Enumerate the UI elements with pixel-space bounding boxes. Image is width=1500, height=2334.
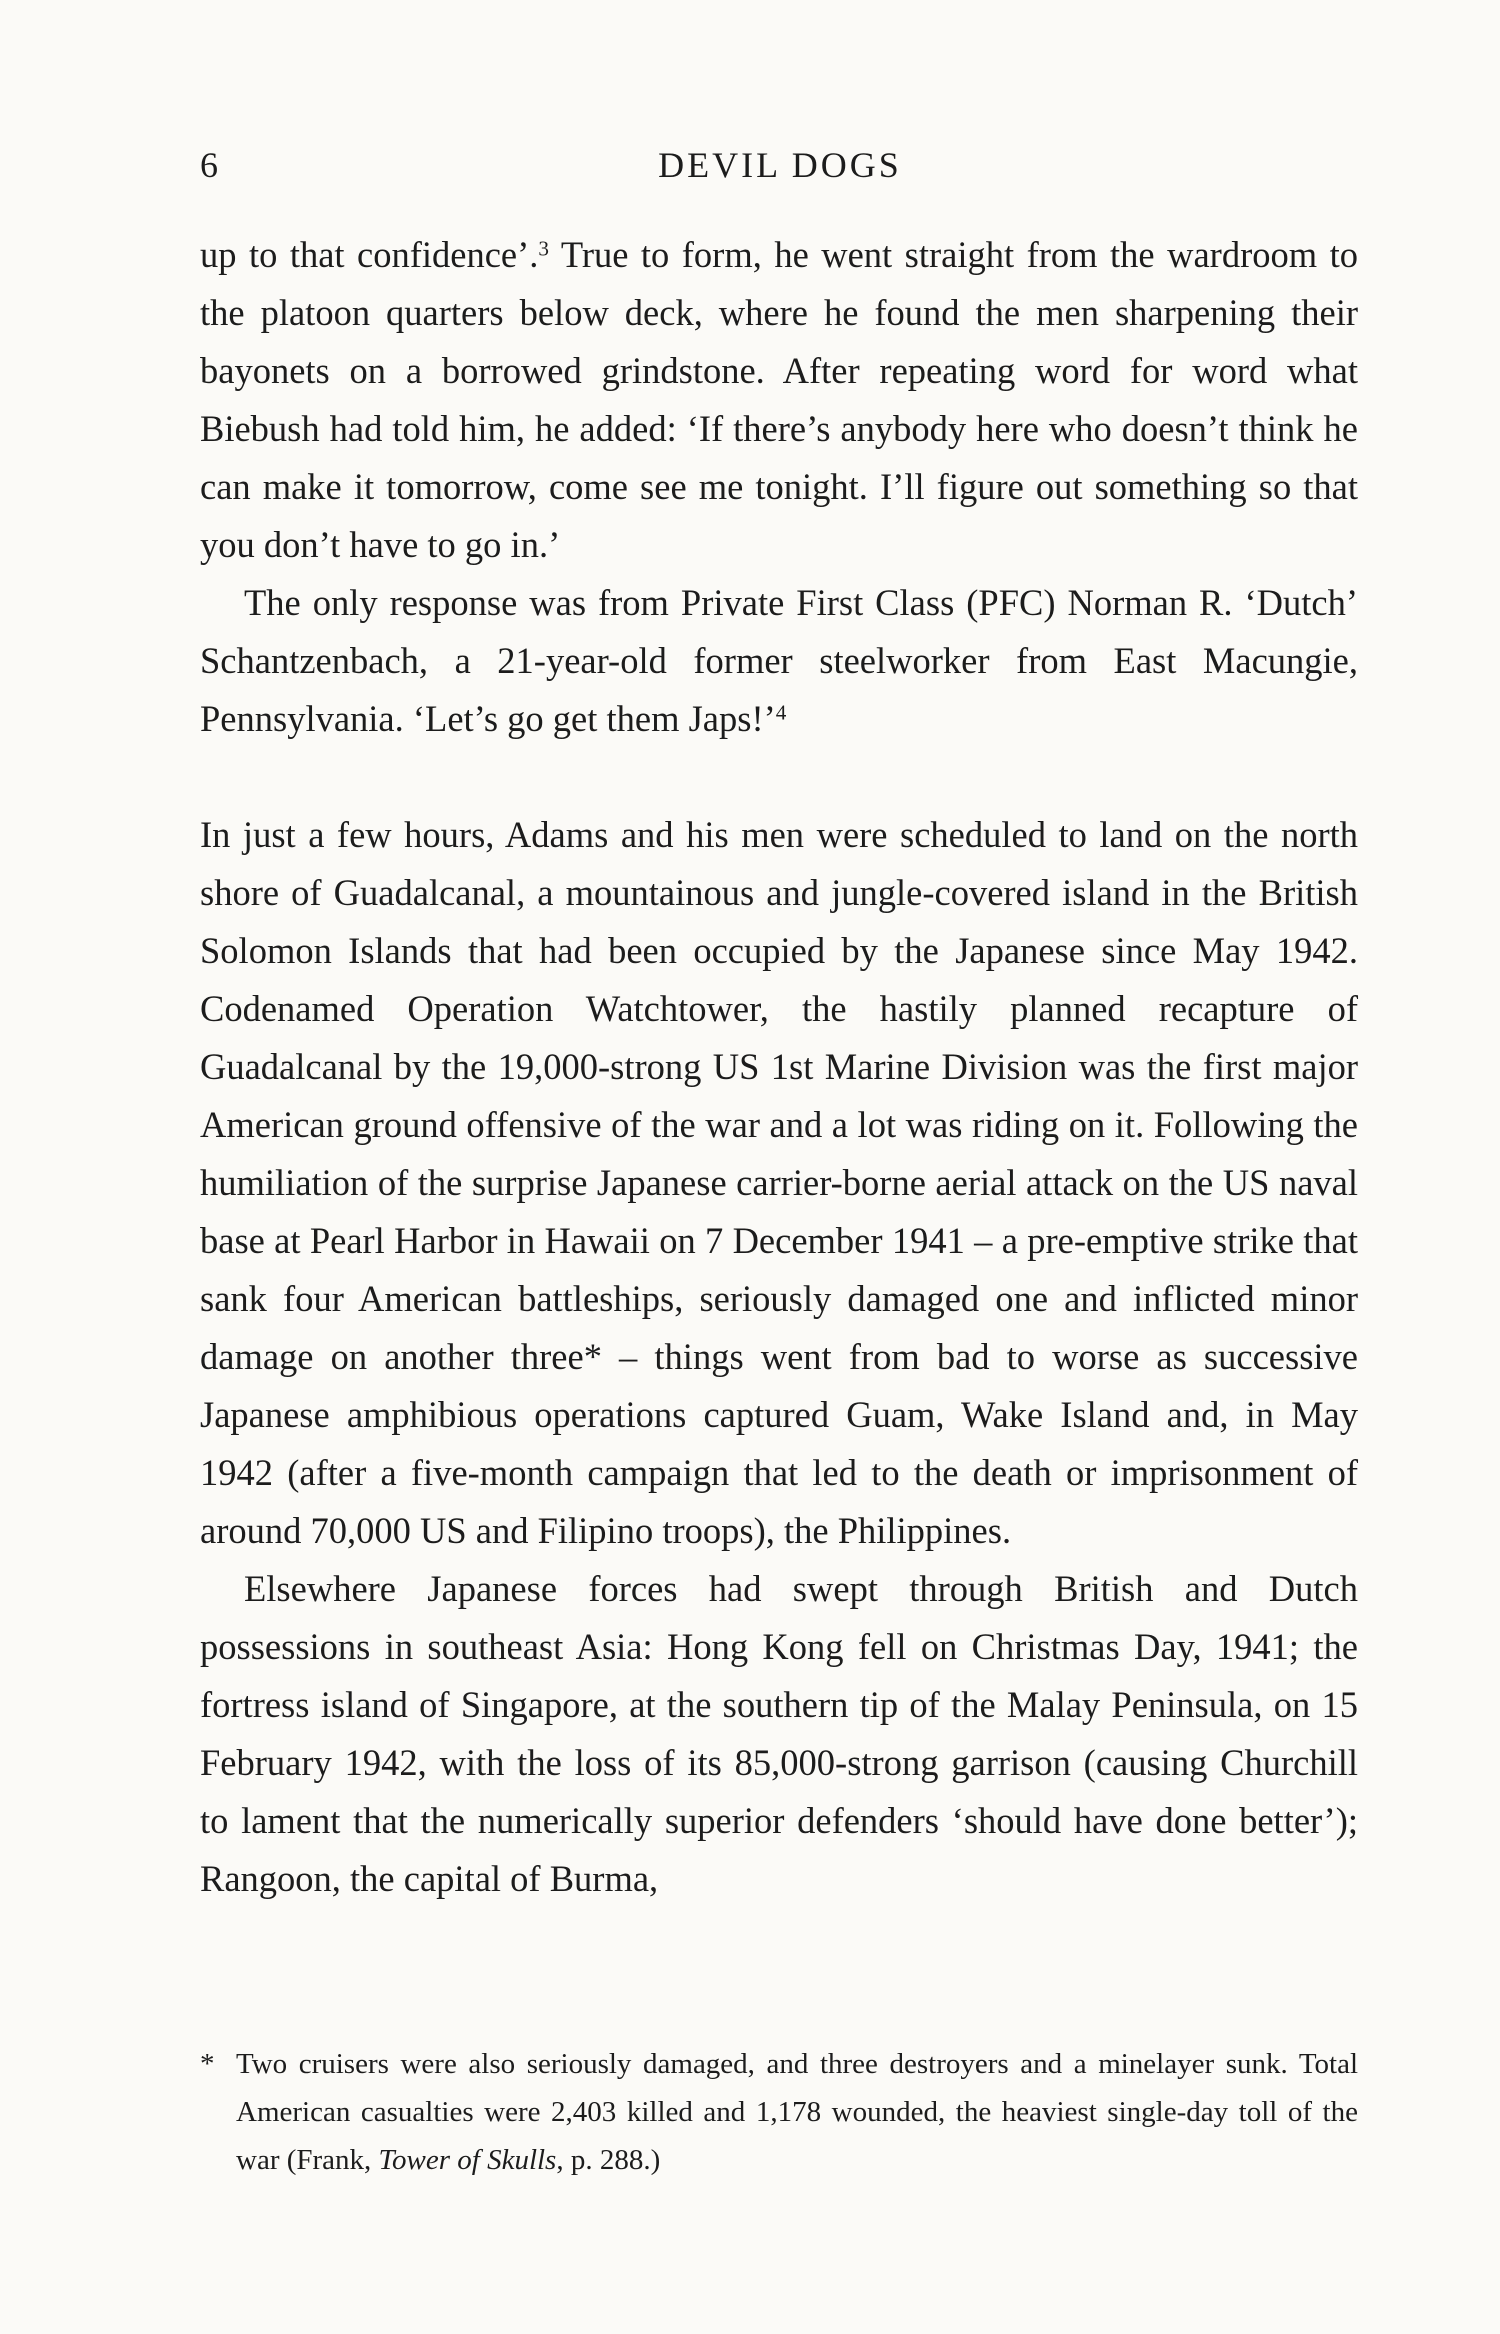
footnote-text: [200, 2040, 1358, 2184]
paragraph-text: True to form, he went straight from the wardroom to the platoon quarters below deck, where he found the men sharpening their bayonets on a borrowed grindstone. After repeating word for word what Biebush had told him, he added: ‘If there’s anybody here who doesn’t think he can make it tomorrow, come see me tonight. I’ll figure out something so that you don’t have to go in.’: [200, 234, 1358, 565]
cited-title: Tower of Skulls: [378, 2144, 557, 2176]
body-section-2: [200, 806, 1358, 1908]
paragraph-text: The only response was from Private First Class (PFC) Norman R. ‘Dutch’ Schantzenbach, a 21-year-old former steelworker from East Macungie, Pennsylvania. ‘Let’s go get them Japs!’: [200, 582, 1358, 739]
footnote-text-part: Two cruisers were also seriously damaged, and three destroyers and a minelayer sunk. Total American casualties were 2,403 killed and 1,178 wounded, the heaviest single-day toll of the war (Frank,: [236, 2048, 1358, 2176]
paragraph-text: up to that confidence’.: [200, 234, 539, 275]
paragraph: [200, 574, 1358, 748]
paragraph-text: In just a few hours, Adams and his men were scheduled to land on the north shore of Guadalcanal, a mountainous and jungle-covered island in the British Solomon Islands that had been occupied by the Japanese since May 1942. Codenamed Operation Watchtower, the hastily planned recapture of Guadalcanal by the 19,000-strong US 1st Marine Division was the first major American ground offensive of the war and a lot was riding on it. Following the humiliation of the surprise Japanese carrier-borne aerial attack on the US naval base at Pearl Harbor in Hawaii on 7 December 1941 – a pre-emptive strike that sank four American battleships, seriously damaged one and inflicted minor damage on another three* – things went from bad to worse as successive Japanese amphibious operations captured Guam, Wake Island and, in May 1942 (after a five-month campaign that led to the death or imprisonment of around 70,000 US and Filipino troops), the Philippines.: [200, 814, 1358, 1551]
paragraph-text: Elsewhere Japanese forces had swept through British and Dutch possessions in southeast Asia: Hong Kong fell on Christmas Day, 1941; the fortress island of Singapore, at the southern tip of the Malay Peninsula, on 15 February 1942, with the loss of its 85,000-strong garrison (causing Churchill to lament that the numerically superior defenders ‘should have done better’); Rangoon, the capital of Burma,: [200, 1568, 1358, 1899]
footnote-marker: *: [200, 2048, 215, 2080]
footnote-text-part: , p. 288.): [556, 2144, 661, 2176]
endnote-ref: 3: [538, 236, 549, 261]
running-title: DEVIL DOGS: [658, 145, 902, 185]
running-head: [200, 140, 1360, 190]
page-number: 6: [200, 145, 218, 185]
paragraph: [200, 806, 1358, 1560]
endnote-ref: 4: [775, 700, 787, 725]
footnote: [200, 2040, 1358, 2184]
paragraph: [200, 1560, 1358, 1908]
paragraph: [200, 226, 1358, 574]
body-section-1: [200, 226, 1358, 748]
